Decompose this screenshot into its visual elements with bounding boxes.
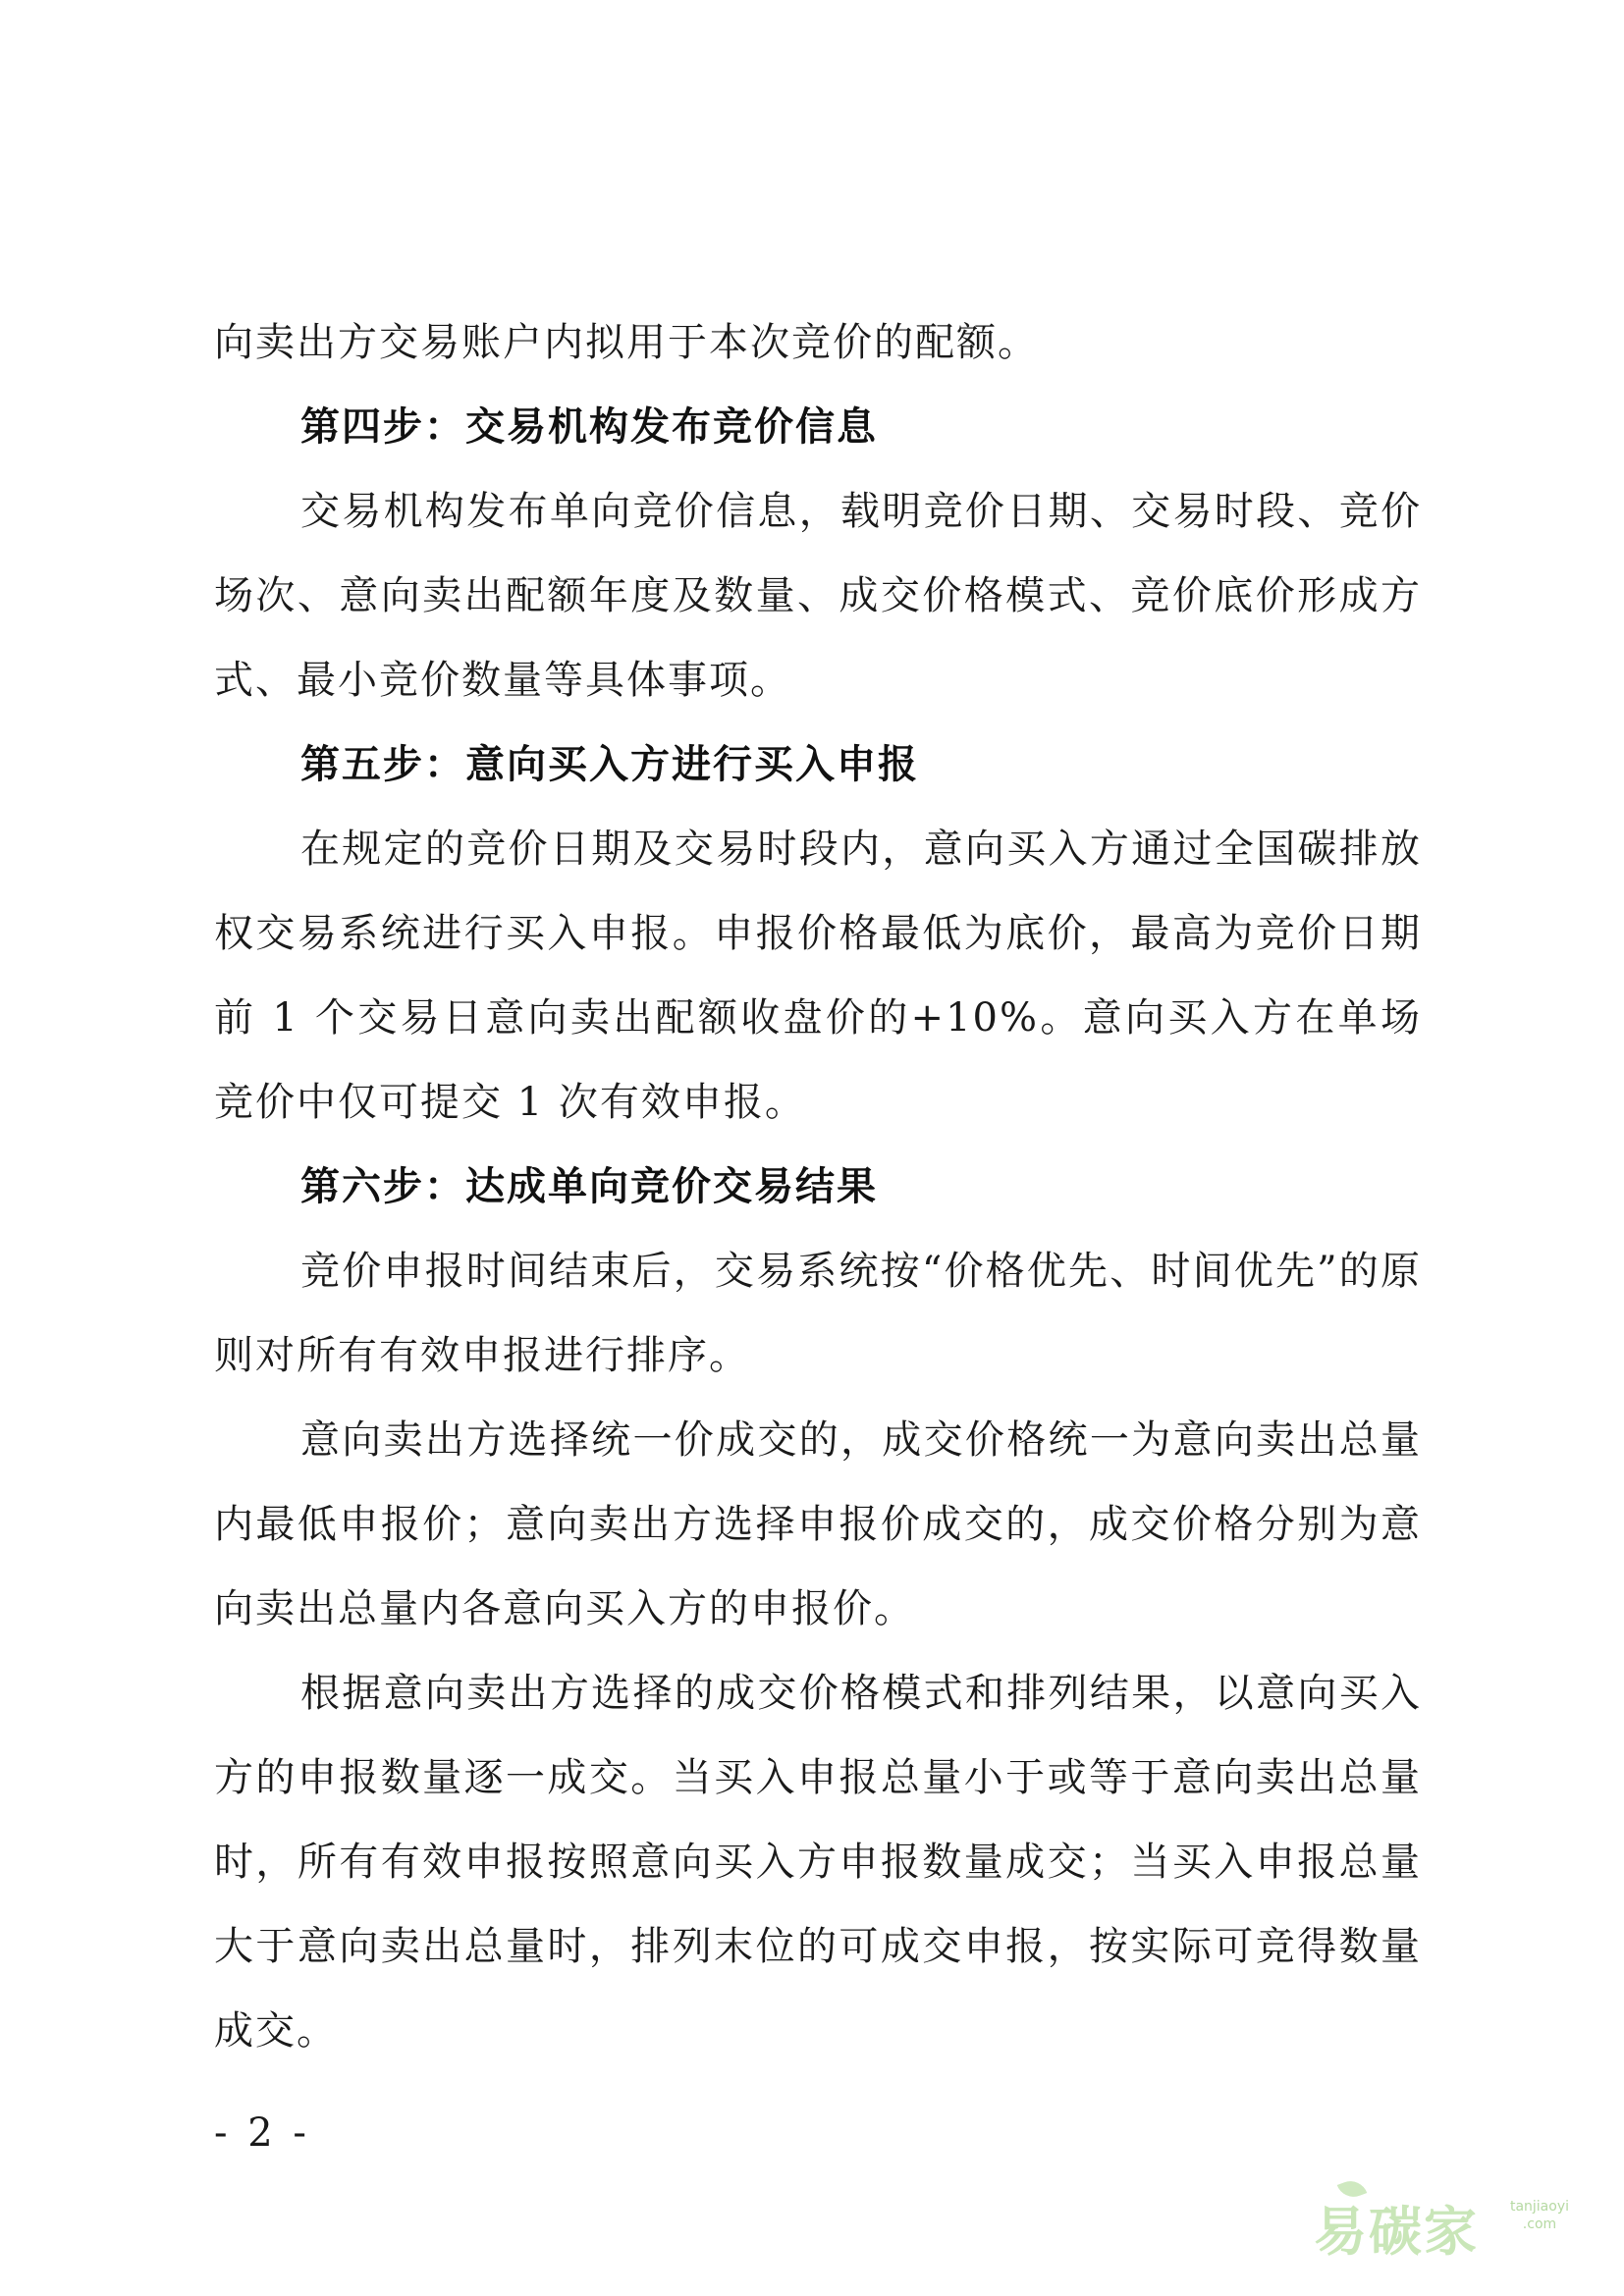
step-six-paragraph-3: 根据意向卖出方选择的成交价格模式和排列结果，以意向买入方的申报数量逐一成交。当买入申报总量小于或等于意向卖出总量时，所有有效申报按照意向买入方申报数量成交；当买入申报总量大于意向卖出总量时，排列末位的可成交申报，按实际可竞得数量成交。 — [214, 1671, 1422, 2054]
step-six-paragraph-1: 竞价申报时间结束后，交易系统按“价格优先、时间优先”的原则对所有有效申报进行排序。 — [214, 1249, 1422, 1378]
watermark-domain-line2: .com — [1522, 2216, 1557, 2232]
watermark-domain-line1: tanjiaoyi — [1509, 2199, 1569, 2215]
step-five-heading: 第五步：意向买入方进行买入申报 — [300, 742, 919, 787]
page-number: - 2 - — [214, 2110, 310, 2156]
watermark-text: 易碳家 — [1314, 2201, 1479, 2263]
step-four-heading: 第四步：交易机构发布竞价信息 — [300, 404, 878, 450]
paragraph-continuation: 向卖出方交易账户内拟用于本次竞价的配额。 — [214, 320, 1039, 365]
step-five-paragraph: 在规定的竞价日期及交易时段内，意向买入方通过全国碳排放权交易系统进行买入申报。申报价格最低为底价，最高为竞价日期前 1 个交易日意向卖出配额收盘价的+10%。意向买入方在单场竞价中仅可提交 1 次有效申报。 — [214, 827, 1422, 1125]
step-four-paragraph: 交易机构发布单向竞价信息，载明竞价日期、交易时段、竞价场次、意向卖出配额年度及数量、成交价格模式、竞价底价形成方式、最小竞价数量等具体事项。 — [214, 489, 1422, 703]
document-body — [214, 300, 1422, 2073]
step-six-paragraph-2: 意向卖出方选择统一价成交的，成交价格统一为意向卖出总量内最低申报价；意向卖出方选择申报价成交的，成交价格分别为意向卖出总量内各意向买入方的申报价。 — [214, 1417, 1422, 1631]
watermark-domain — [1510, 2198, 1569, 2233]
step-six-heading: 第六步：达成单向竞价交易结果 — [300, 1164, 878, 1209]
watermark-logo — [1314, 2180, 1569, 2263]
